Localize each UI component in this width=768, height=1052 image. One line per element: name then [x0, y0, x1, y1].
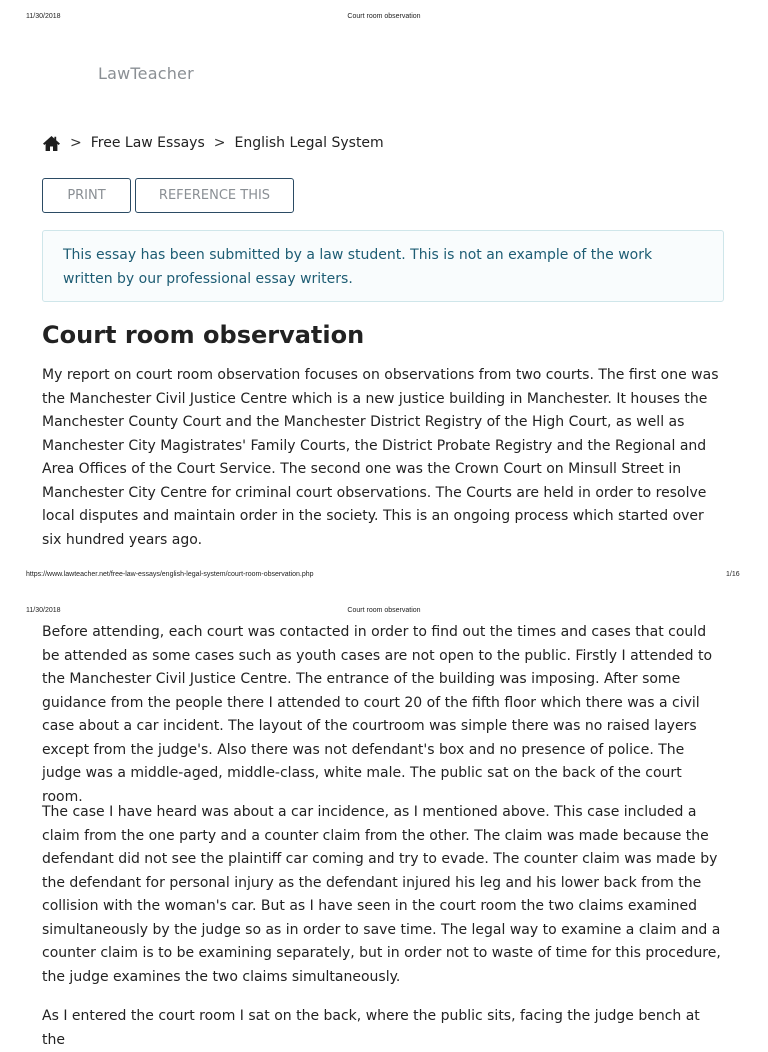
essay-title: Court room observation	[42, 321, 365, 349]
essay-paragraph: The case I have heard was about a car incidence, as I mentioned above. This case included a claim from the one party and a counter claim from the other. The claim was made because the defendant did not see the plaintiff car coming and try to evade. The counter claim was made by the defendant for personal injury as the defendant injured his leg and his lower back from the collision with the woman's car. But as I have seen in the court room the two claims examined simultaneously by the judge so as in order to save time. The legal way to examine a claim and a counter claim is to be examining separately, but in order not to waste of time for this procedure, the judge examines the two claims simultaneously.	[42, 804, 721, 985]
print-date: 11/30/2018	[26, 607, 61, 614]
print-footer-url: https://www.lawteacher.net/free-law-essays/english-legal-system/court-room-observation.php	[26, 571, 314, 578]
breadcrumb-separator: >	[70, 135, 82, 151]
action-buttons	[42, 178, 294, 213]
essay-paragraph: As I entered the court room I sat on the back, where the public sits, facing the judge bench at the	[42, 1008, 700, 1048]
print-header-title: Court room observation	[347, 13, 421, 20]
essay-paragraph: My report on court room observation focuses on observations from two courts. The first one was the Manchester Civil Justice Centre which is a new justice building in Manchester. It houses the Manchester County Court and the Manchester District Registry of the High Court, as well as Manchester City Magistrates' Family Courts, the District Probate Registry and the Regional and Area Offices of the Court Service. The second one was the Crown Court on Minsull Street in Manchester City Centre for criminal court observations. The Courts are held in order to resolve local disputes and maintain order in the society. This is an ongoing process which started over six hundred years ago.	[42, 367, 719, 548]
submission-notice: This essay has been submitted by a law student. This is not an example of the work written by our professional essay writers.	[42, 230, 724, 302]
reference-this-button[interactable]: REFERENCE THIS	[135, 178, 294, 213]
breadcrumb-link-english-legal-system[interactable]: English Legal System	[234, 135, 384, 151]
home-icon[interactable]	[42, 135, 61, 152]
site-logo[interactable]: LawTeacher	[98, 64, 194, 83]
breadcrumb-separator: >	[213, 135, 226, 151]
breadcrumb-link-free-law-essays[interactable]: Free Law Essays	[90, 135, 205, 151]
print-button[interactable]: PRINT	[42, 178, 131, 213]
print-date: 11/30/2018	[26, 13, 61, 20]
breadcrumb	[42, 132, 384, 154]
print-page-number: 1/16	[726, 571, 740, 578]
print-header-title: Court room observation	[347, 607, 421, 614]
essay-paragraph: Before attending, each court was contacted in order to find out the times and cases that could be attended as some cases such as youth cases are not open to the public. Firstly I attended to the Manchester Civil Justice Centre. The entrance of the building was imposing. After some guidance from the people there I attended to court 20 of the fifth floor which there was a civil case about a car incident. The layout of the courtroom was simple there was no raised layers except from the judge's. Also there was not defendant's box and no presence of police. The judge was a middle-aged, middle-class, white male. The public sat on the back of the court room.	[42, 624, 713, 805]
